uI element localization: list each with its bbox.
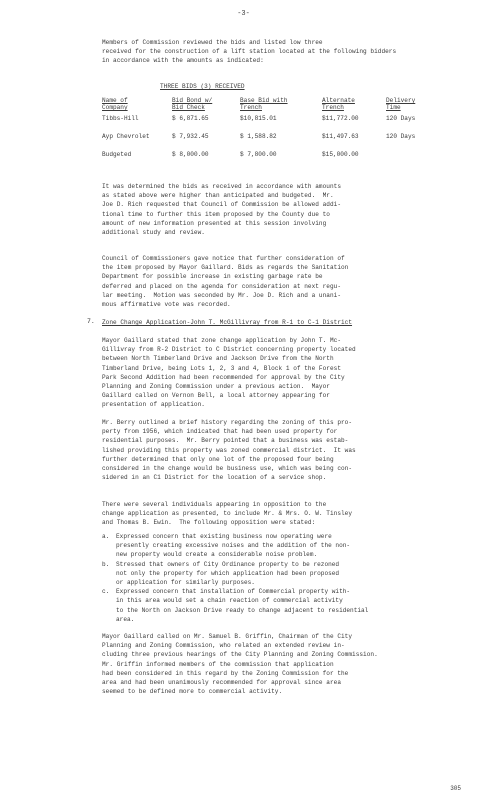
item-heading: Zone Change Application-John T. McGillivray from R-1 to C-1 District [102, 319, 353, 326]
table-cell: $11,497.63 [322, 133, 359, 140]
table-cell: $ 7,932.45 [172, 133, 209, 140]
bids-table [102, 97, 447, 169]
table-cell: $ 6,871.65 [172, 115, 209, 122]
col-header-alternate: Alternate Trench [322, 97, 355, 111]
table-cell: 120 Days [386, 115, 416, 122]
item-number: 7. [87, 318, 95, 325]
table-cell: $ 8,000.00 [172, 151, 209, 158]
table-cell [386, 151, 447, 169]
table-row [102, 133, 447, 151]
list-item-label: c. [102, 588, 110, 596]
list-item-text: Stressed that owners of City Ordinance property to be rezoned not only the property for which application had been proposed or application for similarly purposes. [116, 560, 340, 587]
list-item [102, 532, 444, 560]
paragraph-history: Mr. Berry outlined a brief history regarding the zoning of this pro- perty from 1956, which indicated that had been used property for residential purposes. Mr. Berry pointed that a business was estab- lished providing this property was zoned commercial district. It was further determined that only one lot of the proposed four being considered in the change would be business use, which was being con- sidered in an C1 District for the location of a service shop. [102, 419, 356, 482]
bids-table-heading: THREE BIDS (3) RECEIVED [160, 83, 245, 90]
paragraph-motion: Council of Commissioners gave notice that further consideration of the item proposed by Mayor Gaillard. Bids as regards the Sanitation Department for possible increase in existing garbage rate be deferred and placed on the agenda for consideration at next regu- lar meeting. Motion was seconded by Mr. Joe D. Rich and a unani- mous affirmative vote was recorded. [102, 255, 349, 309]
footer-page-mark: 305 [450, 785, 461, 792]
table-cell: $10,815.01 [240, 115, 277, 122]
paragraph-planning-commission: Mayor Gaillard called on Mr. Samuel B. Griffin, Chairman of the City Planning and Zoning Commission, who related an extended review in- cluding three previous hearings of the City Planning and Zoning Commission. Mr. Griffin informed members of the commission that application had been considered in this regard by the Zoning Commission for the area and had been unanimously recommended for approval since area seemed to be defined more to commercial activity. [102, 633, 378, 696]
table-cell: $ 7,800.00 [240, 151, 277, 158]
col-header-delivery: Delivery Time [386, 97, 416, 111]
list-item-text: Expressed concern that existing business now operating were presently creating excessive noises and the addition of the non- new property would create a considerable noise problem. [116, 533, 351, 559]
table-row [102, 115, 447, 133]
table-cell: Tibbs-Hill [102, 115, 139, 122]
list-item [102, 587, 444, 624]
col-header-bid-bond: Bid Bond w/ Bid Check [172, 97, 213, 111]
paragraph-zone-change: Mayor Gaillard stated that zone change application by John T. Mc- Gillivray from R-2 District to C District concerning property located between North Timberland Drive and Jackson Drive from the North Timberland Drive, being Lots 1, 2, 3 and 4, Block 1 of the Forest Park Second Addition had been recommended for approval by the City Planning and Zoning Commission under a previous action. Mayor Gaillard called on Vernon Bell, a local attorney appearing for presentation of application. [102, 337, 356, 409]
col-header-company: Name of Company [102, 97, 128, 111]
col-header-base-bid: Base Bid with Trench [240, 97, 288, 111]
table-cell: $11,772.00 [322, 115, 359, 122]
table-row [102, 151, 447, 169]
opposition-list [102, 532, 444, 624]
paragraph-bids-determination: It was determined the bids as received in accordance with amounts as stated above were higher than anticipated and budgeted. Mr. Joe D. Rich requested that Council of Commission be allowed addi- tional time to further this item proposed by the County due to amount of new information presented at this session involving additional study and review. [102, 183, 341, 237]
list-item [102, 560, 444, 588]
paragraph-opposition: There were several individuals appearing in opposition to the change application as presented, to include Mr. & Mrs. O. W. Tinsley and Thomas B. Ewin. The following opposition were stated: [102, 501, 353, 527]
table-cell: 120 Days [386, 133, 416, 140]
list-item-label: b. [102, 560, 110, 568]
list-item-text: Expressed concern that installation of Commercial property with- in this area would set a chain reaction of commercial activity to the North on Jackson Drive ready to change adjacent to residential area. [116, 588, 369, 623]
table-cell: $ 1,588.82 [240, 133, 277, 140]
table-cell: Budgeted [102, 151, 132, 158]
table-cell: $15,000.00 [322, 151, 359, 158]
list-item-label: a. [102, 533, 110, 540]
page-number: -3- [237, 10, 250, 18]
intro-paragraph: Members of Commission reviewed the bids and listed low three received for the construction of a lift station located at the following bidders in accordance with the amounts as indicated: [102, 39, 397, 65]
table-header-row [102, 97, 447, 115]
table-cell: Ayp Chevrolet [102, 133, 150, 140]
